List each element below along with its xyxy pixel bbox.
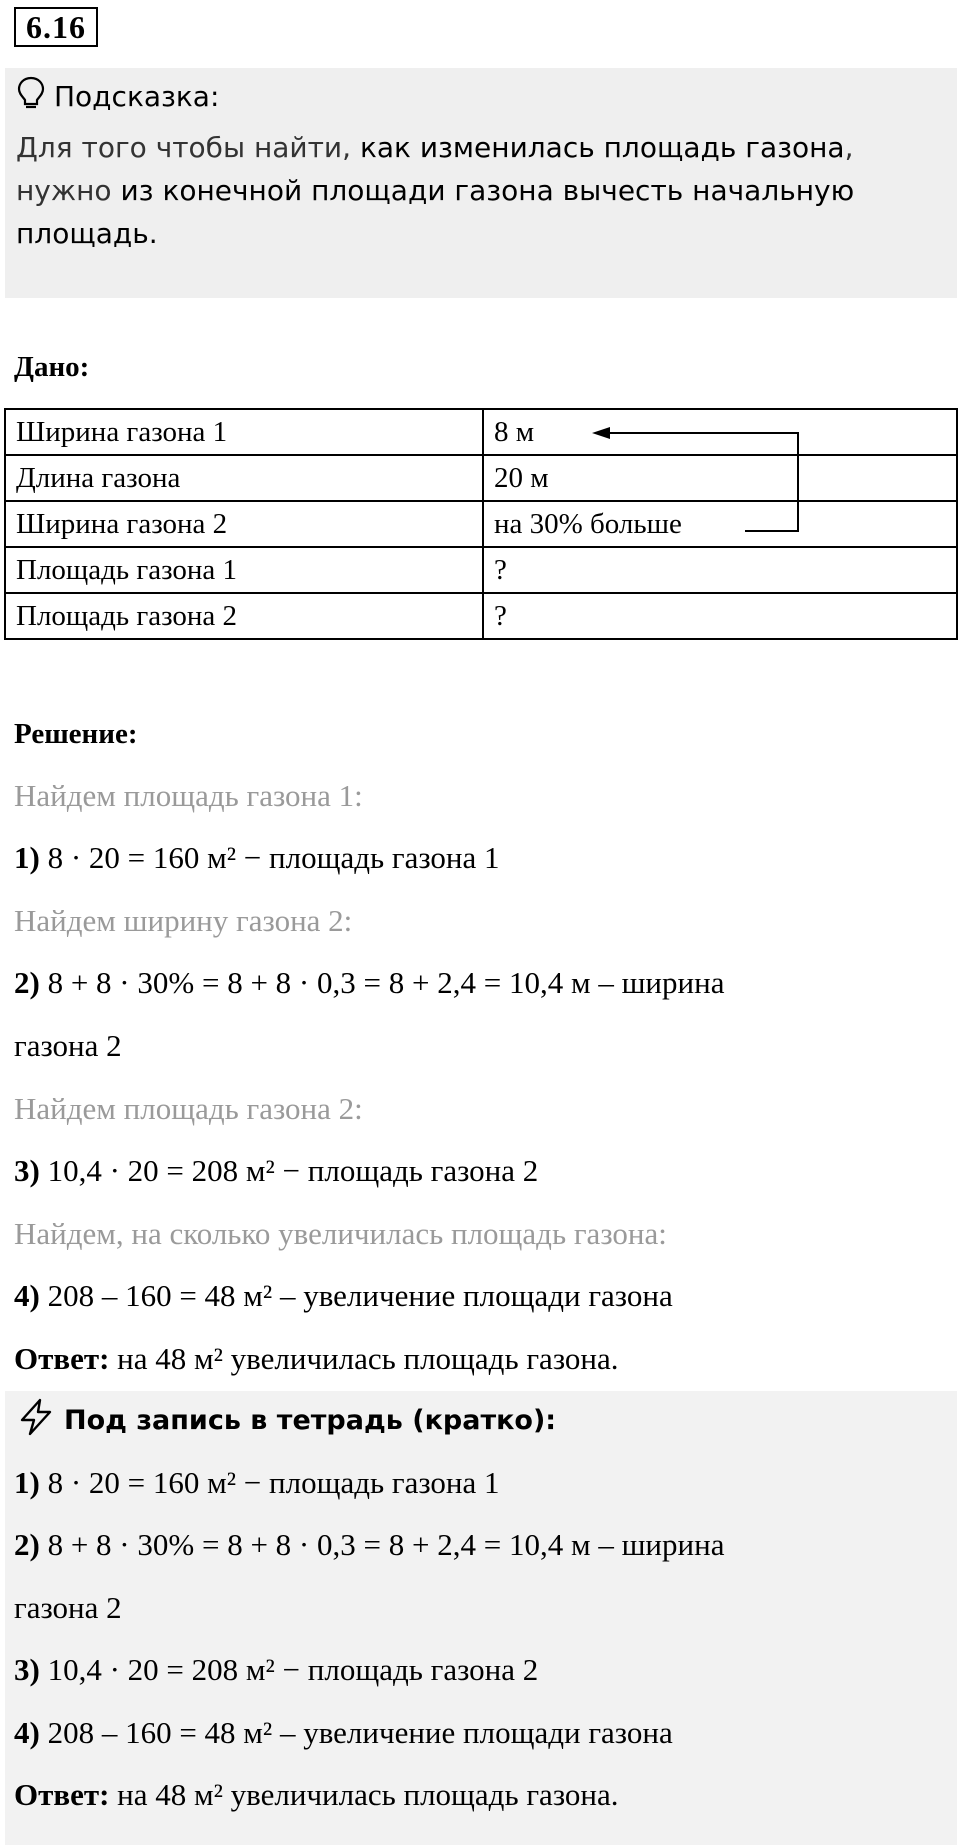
table-cell-value: 20 м [483,455,957,501]
answer-text: на 48 м² увеличилась площадь газона. [117,1341,619,1376]
step-2-continuation: газона 2 [14,1028,122,1063]
table-cell-label: Ширина газона 1 [5,409,483,455]
brief-step-4 [14,1715,673,1751]
step-text: 8 + 8 · 30% = 8 + 8 · 0,3 = 8 + 2,4 = 10,4 м – ширина [47,1527,725,1562]
step-text: 208 – 160 = 48 м² – увеличение площади газона [47,1278,673,1313]
hint-text-part: , [844,131,854,164]
table-row [5,501,957,547]
step-text: 8 · 20 = 160 м² − площадь газона 1 [47,1465,500,1500]
step-text: 208 – 160 = 48 м² – увеличение площади газона [47,1715,673,1750]
brief-title: Под запись в тетрадь (кратко): [64,1405,557,1436]
given-table [4,408,958,640]
task-number: 6.16 [14,7,98,47]
table-cell-value: на 30% больше [483,501,957,547]
brief-header [16,1397,556,1444]
step-number: 1) [14,840,40,875]
table-row [5,455,957,501]
step-4 [14,1278,673,1314]
step-text: 10,4 · 20 = 208 м² − площадь газона 2 [47,1153,539,1188]
brief-step-3 [14,1652,538,1688]
step-2 [14,965,724,1001]
hint-text-emphasis: как изменилась площадь газона [359,131,845,164]
step-number: 3) [14,1652,40,1687]
answer [14,1341,618,1377]
brief-answer [14,1777,618,1813]
hint-text-part: Для того чтобы найти, [16,131,360,164]
step-3-hint: Найдем площадь газона 2: [14,1091,363,1126]
step-text: 8 + 8 · 30% = 8 + 8 · 0,3 = 8 + 2,4 = 10,4 м – ширина [47,965,725,1000]
step-1-hint: Найдем площадь газона 1: [14,778,363,813]
step-3 [14,1153,538,1189]
solution-heading: Решение: [14,718,138,750]
step-number: 4) [14,1715,40,1750]
step-2-hint: Найдем ширину газона 2: [14,903,353,938]
table-cell-value: ? [483,593,957,639]
hint-text-part: нужно [16,174,121,207]
hint-text [16,126,916,255]
table-row [5,409,957,455]
table-cell-label: Длина газона [5,455,483,501]
step-number: 2) [14,1527,40,1562]
step-number: 3) [14,1153,40,1188]
table-cell-label: Площадь газона 1 [5,547,483,593]
hint-title: Подсказка: [54,80,220,113]
table-row [5,547,957,593]
brief-step-2 [14,1527,724,1563]
step-number: 2) [14,965,40,1000]
hint-text-emphasis: из конечной площади газона вычесть начальную [120,174,855,207]
table-cell-value: ? [483,547,957,593]
step-text: 10,4 · 20 = 208 м² − площадь газона 2 [47,1652,539,1687]
table-row [5,593,957,639]
step-1 [14,840,500,876]
brief-step-1 [14,1465,500,1501]
reference-arrow-icon [580,420,810,540]
answer-label: Ответ: [14,1777,110,1812]
lightning-icon [16,1397,56,1444]
brief-step-2-continuation: газона 2 [14,1590,122,1625]
step-number: 4) [14,1278,40,1313]
table-cell-label: Ширина газона 2 [5,501,483,547]
answer-text: на 48 м² увеличилась площадь газона. [117,1777,619,1812]
lightbulb-icon [16,75,46,118]
hint-header [16,75,219,118]
hint-text-emphasis: площадь. [16,217,158,250]
step-4-hint: Найдем, на сколько увеличилась площадь газона: [14,1216,667,1251]
given-heading: Дано: [14,351,90,383]
step-number: 1) [14,1465,40,1500]
table-cell-value: 8 м [483,409,957,455]
step-text: 8 · 20 = 160 м² − площадь газона 1 [47,840,500,875]
answer-label: Ответ: [14,1341,110,1376]
table-cell-label: Площадь газона 2 [5,593,483,639]
